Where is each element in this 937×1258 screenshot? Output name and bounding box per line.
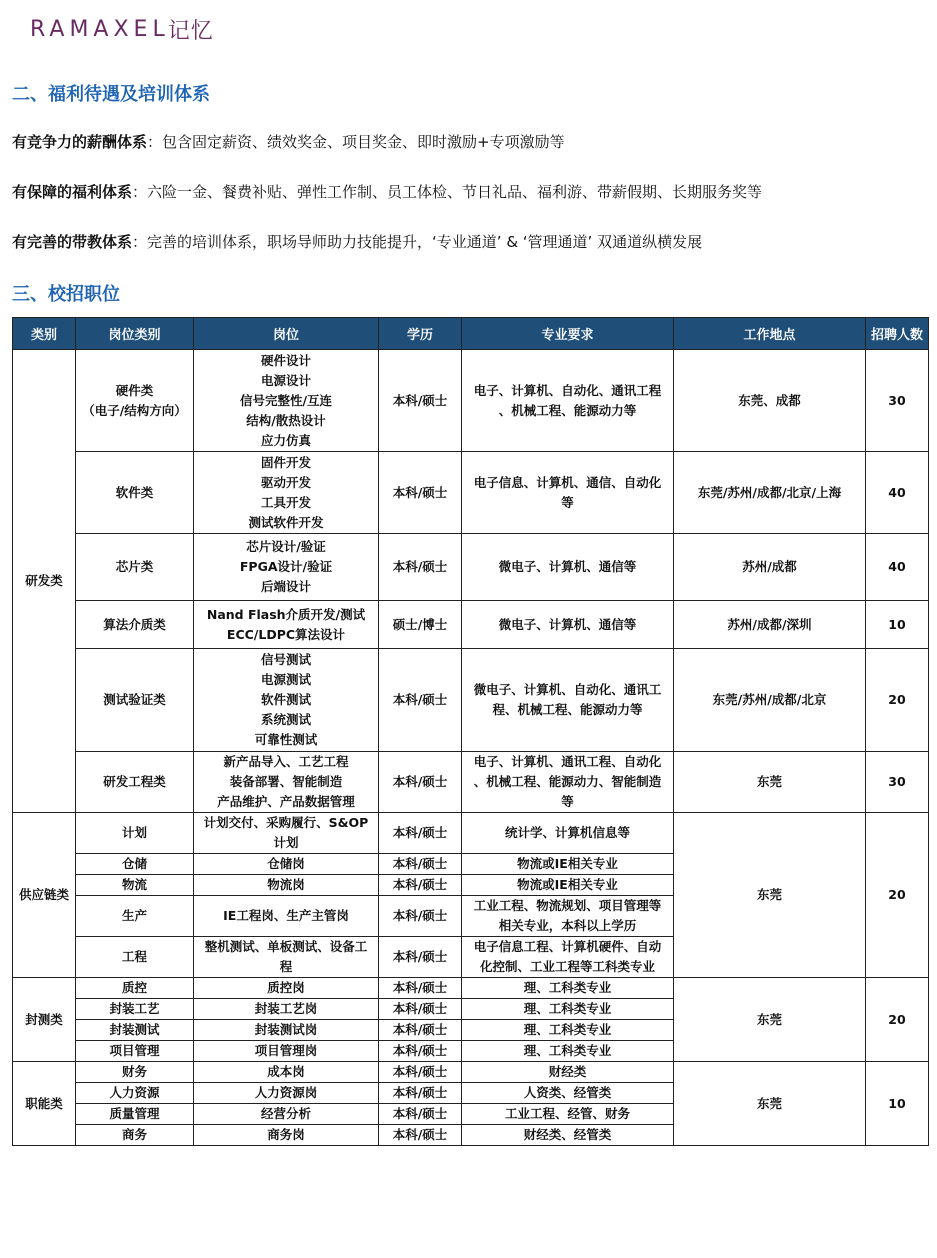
position-type-cell: 项目管理	[76, 1041, 194, 1062]
position-cell: 商务岗	[194, 1125, 379, 1146]
major-cell: 工业工程、物流规划、项目管理等 相关专业，本科以上学历	[462, 896, 674, 937]
education-cell: 本科/硕士	[379, 649, 462, 752]
position-type-cell: 封装工艺	[76, 999, 194, 1020]
logo-text: RAMAXEL	[30, 17, 170, 42]
position-cell: 固件开发 驱动开发 工具开发 测试软件开发	[194, 452, 379, 534]
position-cell: 物流岗	[194, 875, 379, 896]
recruitment-table	[12, 317, 929, 1146]
education-cell: 本科/硕士	[379, 752, 462, 813]
benefit-paragraph-welfare	[12, 181, 762, 202]
header-position: 岗位	[194, 318, 379, 350]
table-row	[13, 601, 929, 649]
major-cell: 电子、计算机、自动化、通讯工程 、机械工程、能源动力等	[462, 350, 674, 452]
benefit-paragraph-salary	[12, 131, 565, 152]
position-type-cell: 测试验证类	[76, 649, 194, 752]
benefit-label: 有竞争力的薪酬体系	[12, 133, 148, 151]
education-cell: 本科/硕士	[379, 1041, 462, 1062]
location-cell: 东莞	[674, 813, 866, 978]
benefit-label: 有完善的带教体系	[12, 233, 133, 251]
position-cell: 经营分析	[194, 1104, 379, 1125]
position-type-cell: 软件类	[76, 452, 194, 534]
position-type-cell: 商务	[76, 1125, 194, 1146]
major-cell: 物流或IE相关专业	[462, 854, 674, 875]
position-type-cell: 生产	[76, 896, 194, 937]
education-cell: 本科/硕士	[379, 1020, 462, 1041]
major-cell: 人资类、经管类	[462, 1083, 674, 1104]
location-cell: 苏州/成都/深圳	[674, 601, 866, 649]
benefit-text: ：六险一金、餐费补贴、弹性工作制、员工体检、节日礼品、福利游、带薪假期、长期服务奖等	[132, 183, 763, 201]
category-cell: 研发类	[13, 350, 76, 813]
headcount-cell: 40	[866, 452, 929, 534]
position-cell: Nand Flash介质开发/测试 ECC/LDPC算法设计	[194, 601, 379, 649]
education-cell: 本科/硕士	[379, 1125, 462, 1146]
position-type-cell: 财务	[76, 1062, 194, 1083]
headcount-cell: 40	[866, 534, 929, 601]
major-cell: 财经类	[462, 1062, 674, 1083]
major-cell: 工业工程、经管、财务	[462, 1104, 674, 1125]
position-cell: 整机测试、单板测试、设备工 程	[194, 937, 379, 978]
education-cell: 本科/硕士	[379, 452, 462, 534]
position-cell: IE工程岗、生产主管岗	[194, 896, 379, 937]
major-cell: 财经类、经管类	[462, 1125, 674, 1146]
headcount-cell: 20	[866, 813, 929, 978]
position-type-cell: 研发工程类	[76, 752, 194, 813]
major-cell: 理、工科类专业	[462, 1041, 674, 1062]
table-row	[13, 350, 929, 452]
education-cell: 本科/硕士	[379, 350, 462, 452]
position-cell: 信号测试 电源测试 软件测试 系统测试 可靠性测试	[194, 649, 379, 752]
education-cell: 本科/硕士	[379, 534, 462, 601]
education-cell: 本科/硕士	[379, 1104, 462, 1125]
major-cell: 微电子、计算机、通信等	[462, 601, 674, 649]
education-cell: 本科/硕士	[379, 813, 462, 854]
table-row	[13, 534, 929, 601]
header-position-type: 岗位类别	[76, 318, 194, 350]
headcount-cell: 30	[866, 350, 929, 452]
headcount-cell: 30	[866, 752, 929, 813]
education-cell: 本科/硕士	[379, 854, 462, 875]
header-location: 工作地点	[674, 318, 866, 350]
position-cell: 仓储岗	[194, 854, 379, 875]
table-row	[13, 1062, 929, 1083]
position-type-cell: 质控	[76, 978, 194, 999]
major-cell: 电子信息、计算机、通信、自动化 等	[462, 452, 674, 534]
location-cell: 东莞/苏州/成都/北京	[674, 649, 866, 752]
location-cell: 东莞	[674, 752, 866, 813]
education-cell: 硕士/博士	[379, 601, 462, 649]
table-row	[13, 752, 929, 813]
major-cell: 理、工科类专业	[462, 999, 674, 1020]
position-cell: 封装测试岗	[194, 1020, 379, 1041]
position-type-cell: 仓储	[76, 854, 194, 875]
company-logo	[30, 14, 214, 45]
benefit-text: ：包含固定薪资、绩效奖金、项目奖金、即时激励+专项激励等	[147, 133, 565, 151]
header-education: 学历	[379, 318, 462, 350]
table-header-row	[13, 318, 929, 350]
location-cell: 苏州/成都	[674, 534, 866, 601]
header-category: 类别	[13, 318, 76, 350]
headcount-cell: 20	[866, 978, 929, 1062]
position-type-cell: 工程	[76, 937, 194, 978]
location-cell: 东莞	[674, 1062, 866, 1146]
location-cell: 东莞	[674, 978, 866, 1062]
education-cell: 本科/硕士	[379, 1062, 462, 1083]
position-cell: 计划交付、采购履行、S&OP 计划	[194, 813, 379, 854]
major-cell: 理、工科类专业	[462, 978, 674, 999]
table-row	[13, 813, 929, 854]
benefit-text: ：完善的培训体系，职场导师助力技能提升，‘专业通道’ & ‘管理通道’ 双通道纵横发展	[132, 233, 703, 251]
position-type-cell: 硬件类 （电子/结构方向）	[76, 350, 194, 452]
major-cell: 理、工科类专业	[462, 1020, 674, 1041]
category-cell: 封测类	[13, 978, 76, 1062]
headcount-cell: 10	[866, 601, 929, 649]
section-title-positions: 三、校招职位	[12, 284, 120, 305]
table-row	[13, 452, 929, 534]
location-cell: 东莞、成都	[674, 350, 866, 452]
headcount-cell: 20	[866, 649, 929, 752]
major-cell: 统计学、计算机信息等	[462, 813, 674, 854]
header-major: 专业要求	[462, 318, 674, 350]
table-row	[13, 978, 929, 999]
position-cell: 芯片设计/验证 FPGA设计/验证 后端设计	[194, 534, 379, 601]
category-cell: 职能类	[13, 1062, 76, 1146]
benefit-paragraph-training	[12, 231, 702, 252]
section-title-benefits: 二、福利待遇及培训体系	[12, 84, 210, 105]
header-headcount: 招聘人数	[866, 318, 929, 350]
position-cell: 项目管理岗	[194, 1041, 379, 1062]
benefit-label: 有保障的福利体系	[12, 183, 133, 201]
major-cell: 电子、计算机、通讯工程、自动化 、机械工程、能源动力、智能制造 等	[462, 752, 674, 813]
position-type-cell: 计划	[76, 813, 194, 854]
position-cell: 人力资源岗	[194, 1083, 379, 1104]
position-type-cell: 物流	[76, 875, 194, 896]
education-cell: 本科/硕士	[379, 999, 462, 1020]
position-cell: 硬件设计 电源设计 信号完整性/互连 结构/散热设计 应力仿真	[194, 350, 379, 452]
position-cell: 成本岗	[194, 1062, 379, 1083]
headcount-cell: 10	[866, 1062, 929, 1146]
position-cell: 质控岗	[194, 978, 379, 999]
location-cell: 东莞/苏州/成都/北京/上海	[674, 452, 866, 534]
position-type-cell: 质量管理	[76, 1104, 194, 1125]
position-cell: 新产品导入、工艺工程 装备部署、智能制造 产品维护、产品数据管理	[194, 752, 379, 813]
major-cell: 微电子、计算机、通信等	[462, 534, 674, 601]
position-type-cell: 人力资源	[76, 1083, 194, 1104]
education-cell: 本科/硕士	[379, 937, 462, 978]
education-cell: 本科/硕士	[379, 896, 462, 937]
category-cell: 供应链类	[13, 813, 76, 978]
table-row	[13, 649, 929, 752]
education-cell: 本科/硕士	[379, 978, 462, 999]
major-cell: 物流或IE相关专业	[462, 875, 674, 896]
position-cell: 封装工艺岗	[194, 999, 379, 1020]
education-cell: 本科/硕士	[379, 875, 462, 896]
major-cell: 微电子、计算机、自动化、通讯工 程、机械工程、能源动力等	[462, 649, 674, 752]
education-cell: 本科/硕士	[379, 1083, 462, 1104]
major-cell: 电子信息工程、计算机硬件、自动 化控制、工业工程等工科类专业	[462, 937, 674, 978]
logo-chinese-text: 记忆	[167, 19, 214, 44]
position-type-cell: 芯片类	[76, 534, 194, 601]
position-type-cell: 封装测试	[76, 1020, 194, 1041]
position-type-cell: 算法介质类	[76, 601, 194, 649]
